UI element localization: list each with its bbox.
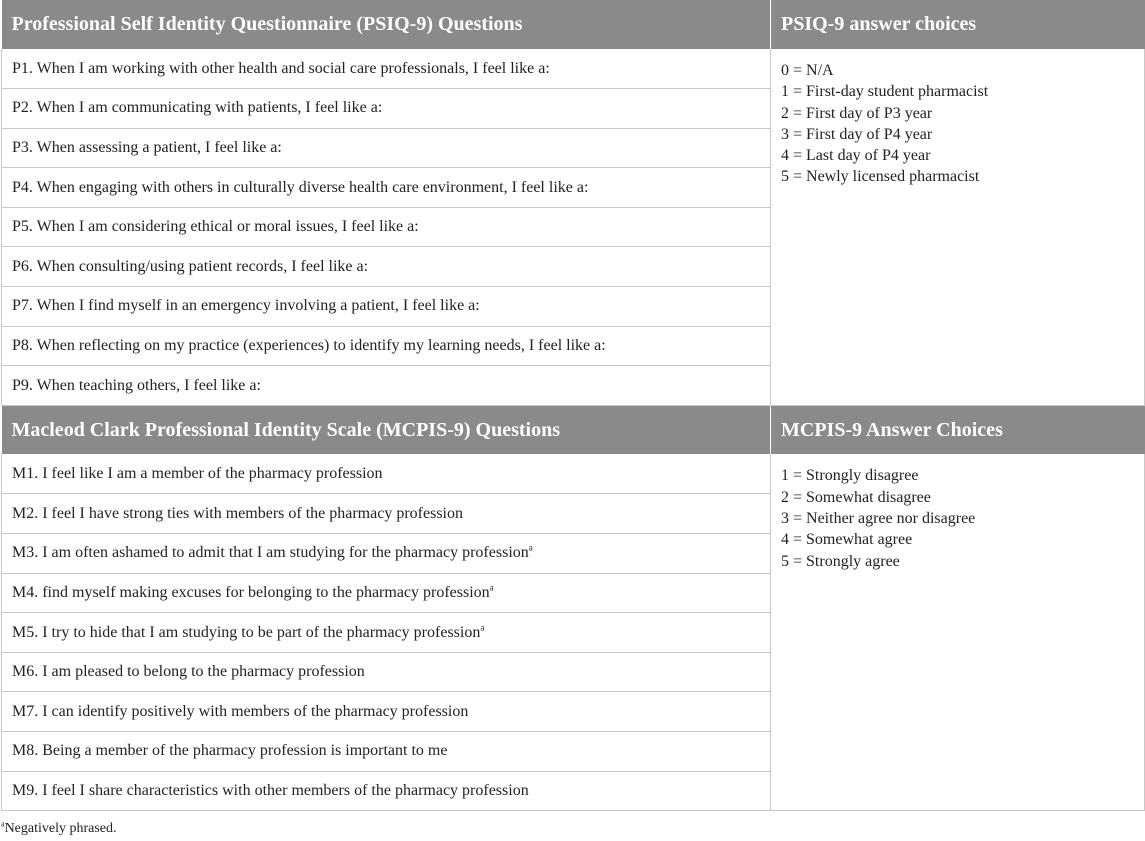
question-text: P6. When consulting/using patient records, I feel like a: — [12, 257, 369, 275]
question-cell — [2, 771, 771, 811]
footnote-marker: a — [489, 582, 494, 593]
answer-choice: 5 = Newly licensed pharmacist — [781, 168, 980, 186]
question-cell — [2, 247, 771, 287]
table-row — [2, 49, 1145, 89]
question-cell — [2, 366, 771, 406]
question-cell — [2, 732, 771, 772]
question-text: M6. I am pleased to belong to the pharmacy profession — [12, 663, 365, 681]
footnote-marker: a — [528, 543, 533, 553]
question-cell — [2, 287, 771, 327]
answer-choice: 4 = Last day of P4 year — [781, 147, 931, 165]
question-cell — [2, 207, 771, 247]
psiq-answer-choices — [771, 49, 1145, 405]
question-text: P9. When teaching others, I feel like a: — [12, 376, 261, 394]
answer-choice: 4 = Somewhat agree — [781, 531, 913, 549]
question-text: P2. When I am communicating with patients, I feel like a: — [12, 99, 383, 117]
answer-choice: 3 = Neither agree nor disagree — [781, 509, 976, 527]
question-text: P7. When I find myself in an emergency involving a patient, I feel like a: — [12, 297, 480, 315]
question-text: P3. When assessing a patient, I feel like a: — [12, 138, 282, 156]
question-text: M9. I feel I share characteristics with other members of the pharmacy profession — [12, 781, 529, 799]
footnote-marker: a — [480, 622, 485, 633]
question-text: M4. find myself making excuses for belonging to the pharmacy profession — [12, 583, 490, 601]
footnote-marker: a — [1, 819, 5, 829]
answer-choice: 1 = First-day student pharmacist — [781, 83, 989, 101]
question-cell — [2, 454, 771, 494]
answer-choice: 2 = Somewhat disagree — [781, 488, 931, 506]
question-text: P5. When I am considering ethical or moral issues, I feel like a: — [12, 218, 419, 236]
question-cell — [2, 494, 771, 534]
question-cell — [2, 692, 771, 732]
question-cell — [2, 326, 771, 366]
answer-choice: 1 = Strongly disagree — [781, 467, 919, 485]
psiq-answers-header: PSIQ-9 answer choices — [771, 0, 1145, 49]
mcpis-questions-header: Macleod Clark Professional Identity Scale (MCPIS-9) Questions — [2, 405, 771, 454]
answer-choice: 0 = N/A — [781, 62, 834, 79]
question-text: P8. When reflecting on my practice (experiences) to identify my learning needs, I feel like a: — [12, 336, 606, 354]
mcpis-answer-choices — [771, 454, 1145, 810]
question-cell — [2, 49, 771, 89]
question-cell — [2, 168, 771, 208]
answer-choice: 3 = First day of P4 year — [781, 125, 933, 143]
footnote — [1, 821, 117, 837]
section-header-row — [2, 405, 1145, 454]
mcpis-answers-header: MCPIS-9 Answer Choices — [771, 405, 1145, 454]
footnote-text: Negatively phrased. — [4, 821, 117, 836]
question-text: M2. I feel I have strong ties with members of the pharmacy profession — [12, 504, 463, 522]
question-cell — [2, 652, 771, 692]
questionnaire-table — [1, 0, 1145, 811]
question-cell — [2, 613, 771, 653]
question-cell — [2, 573, 771, 613]
question-text: P4. When engaging with others in culturally diverse health care environment, I feel like a: — [12, 178, 589, 196]
question-text: M1. I feel like I am a member of the pharmacy profession — [12, 464, 383, 482]
question-text: M7. I can identify positively with members of the pharmacy profession — [12, 702, 469, 720]
table-row — [2, 454, 1145, 494]
question-cell — [2, 128, 771, 168]
question-cell — [2, 534, 771, 574]
question-text: M3. I am often ashamed to admit that I am studying for the pharmacy profession — [12, 544, 529, 562]
question-text: M8. Being a member of the pharmacy profession is important to me — [12, 742, 448, 760]
question-cell — [2, 89, 771, 129]
answer-choice: 5 = Strongly agree — [781, 552, 900, 570]
question-text: M5. I try to hide that I am studying to be part of the pharmacy profession — [12, 623, 481, 641]
section-header-row — [2, 0, 1145, 49]
psiq-questions-header: Professional Self Identity Questionnaire (PSIQ-9) Questions — [2, 0, 771, 49]
answer-choice: 2 = First day of P3 year — [781, 104, 933, 122]
question-text: P1. When I am working with other health and social care professionals, I feel like a: — [12, 59, 550, 77]
